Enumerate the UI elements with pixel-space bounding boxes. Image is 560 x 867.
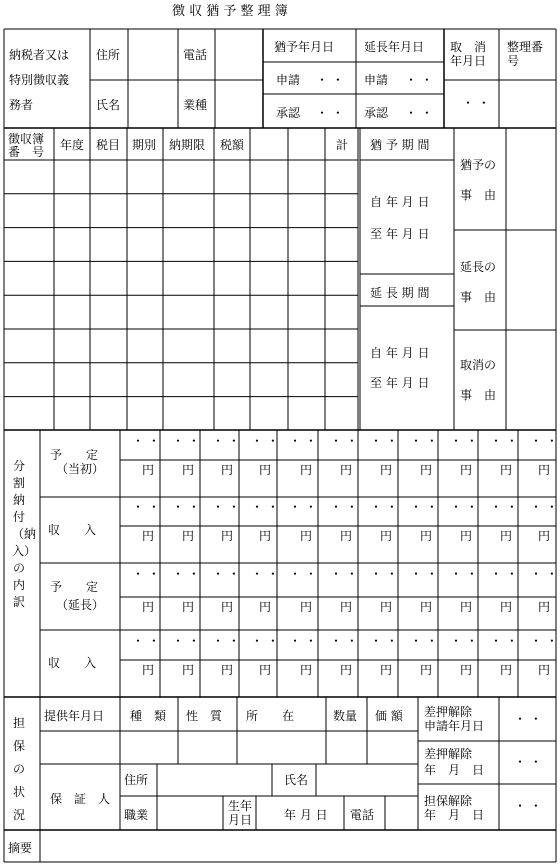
installment-yen-cell: 円 (500, 529, 513, 543)
kind-label: 種 類 (130, 709, 167, 723)
grace-applied-date: ・ ・ (316, 73, 344, 87)
installment-yen-cell: 円 (460, 663, 473, 677)
installment-date-cell: ・ ・ (370, 567, 398, 581)
guarantor-birth-label-2: 月日 (228, 813, 253, 827)
guarantor-label: 保 証 人 (50, 792, 111, 806)
taxpayer-label-1: 納税者又は (9, 48, 70, 62)
installment-date-cell: ・ ・ (330, 567, 358, 581)
reason-grace-1: 猶予の (460, 158, 497, 172)
installment-date-cell: ・ ・ (450, 434, 478, 448)
installment-yen-cell: 円 (142, 600, 155, 614)
installment-date-cell: ・ ・ (330, 434, 358, 448)
reason-extension-1: 延長の (460, 260, 497, 274)
reason-extension-2: 事 由 (460, 290, 497, 304)
col-tax-item: 税目 (96, 138, 121, 152)
grace-applied-label: 申請 (276, 73, 301, 87)
reason-cancel-2: 事 由 (460, 388, 497, 402)
installment-yen-cell: 円 (420, 600, 433, 614)
installment-yen-cell: 円 (142, 463, 155, 477)
installment-date-cell: ・ ・ (410, 567, 438, 581)
guarantor-address-label: 住所 (124, 773, 149, 787)
installment-date-cell: ・ ・ (410, 634, 438, 648)
installment-yen-cell: 円 (142, 663, 155, 677)
form-title: 徴 収 猶 予 整 理 簿 (172, 4, 288, 19)
ext-applied-label: 申請 (364, 73, 389, 87)
installment-date-cell: ・ ・ (172, 634, 200, 648)
installment-date-cell: ・ ・ (410, 500, 438, 514)
installment-date-cell: ・ ・ (530, 434, 558, 448)
installment-date-cell: ・ ・ (490, 567, 518, 581)
installment-yen-cell: 円 (259, 600, 272, 614)
planned-initial-label-1: 予 定 (50, 448, 99, 462)
installment-date-cell: ・ ・ (450, 500, 478, 514)
received-label-2: 収 入 (48, 656, 97, 670)
installment-yen-cell: 円 (259, 463, 272, 477)
col-tax-amount: 税額 (220, 138, 245, 152)
installment-yen-cell: 円 (300, 600, 313, 614)
installment-yen-cell: 円 (420, 463, 433, 477)
address-label: 住所 (96, 48, 121, 62)
guarantor-phone-label: 電話 (350, 808, 375, 822)
collateral-release-2: 年 月 日 (424, 808, 485, 822)
guarantor-birth-label-1: 生年 (228, 799, 253, 813)
grace-approved-date: ・ ・ (316, 106, 344, 120)
col-due-date: 納期限 (169, 138, 206, 152)
installment-date-cell: ・ ・ (450, 634, 478, 648)
reason-cancel-1: 取消の (460, 358, 497, 372)
installment-yen-cell: 円 (538, 529, 551, 543)
ref-no-label-1: 整理番 (507, 40, 544, 54)
installment-yen-cell: 円 (221, 663, 234, 677)
collateral-release-1: 担保解除 (424, 794, 473, 808)
value-label: 価 額 (375, 709, 403, 723)
ext-applied-date: ・ ・ (405, 73, 433, 87)
location-label: 所 在 (246, 709, 295, 723)
cancel-date-value: ・ ・ (462, 96, 490, 110)
installment-yen-cell: 円 (182, 663, 195, 677)
installment-yen-cell: 円 (460, 600, 473, 614)
installment-date-cell: ・ ・ (212, 500, 240, 514)
cancel-date-label-2: 年月日 (450, 54, 487, 68)
name-label: 氏名 (96, 98, 121, 112)
col-total: 計 (336, 138, 349, 152)
grace-period-label: 猶 予 期 間 (370, 138, 430, 152)
seizure-release-applied-date: ・ ・ (514, 712, 542, 726)
seizure-release-date: ・ ・ (514, 755, 542, 769)
installment-date-cell: ・ ・ (251, 634, 279, 648)
installment-date-cell: ・ ・ (530, 500, 558, 514)
installment-date-cell: ・ ・ (212, 567, 240, 581)
installment-date-cell: ・ ・ (530, 634, 558, 648)
installment-yen-cell: 円 (221, 529, 234, 543)
nature-label: 性 質 (186, 709, 223, 723)
installment-yen-cell: 円 (221, 463, 234, 477)
collateral-side-label-text: 担保の状況 (12, 716, 25, 822)
installment-yen-cell: 円 (221, 600, 234, 614)
guarantor-birth-ymd: 年 月 日 (284, 808, 328, 822)
col-ledger-no-2: 番 号 (8, 145, 45, 159)
planned-initial-label-2: （当初） (56, 462, 105, 476)
installment-yen-cell: 円 (340, 663, 353, 677)
installment-yen-cell: 円 (259, 529, 272, 543)
received-label-1: 収 入 (48, 523, 97, 537)
installment-date-cell: ・ ・ (172, 434, 200, 448)
reason-grace-2: 事 由 (460, 188, 497, 202)
installment-date-cell: ・ ・ (410, 434, 438, 448)
provide-date-label: 提供年月日 (44, 709, 105, 723)
installment-date-cell: ・ ・ (172, 500, 200, 514)
remarks-label: 摘要 (8, 841, 33, 855)
taxpayer-label-3: 務者 (9, 98, 34, 112)
installment-date-cell: ・ ・ (530, 567, 558, 581)
collateral-side-label (12, 712, 32, 827)
installment-yen-cell: 円 (300, 663, 313, 677)
seizure-release-applied-2: 申請年月日 (424, 719, 485, 733)
installment-yen-cell: 円 (182, 529, 195, 543)
installment-yen-cell: 円 (300, 529, 313, 543)
installment-yen-cell: 円 (460, 463, 473, 477)
col-ledger-no-1: 徴収簿 (8, 132, 45, 146)
phone-label: 電話 (183, 48, 208, 62)
grace-period-to: 至 年 月 日 (370, 227, 430, 241)
installment-yen-cell: 円 (340, 463, 353, 477)
installment-date-cell: ・ ・ (132, 567, 160, 581)
installment-yen-cell: 円 (380, 529, 393, 543)
installment-yen-cell: 円 (340, 600, 353, 614)
installment-yen-cell: 円 (340, 529, 353, 543)
grace-approved-label: 承認 (276, 106, 301, 120)
installment-yen-cell: 円 (259, 663, 272, 677)
installment-date-cell: ・ ・ (370, 434, 398, 448)
seizure-release-1: 差押解除 (424, 747, 473, 761)
grace-period-from: 自 年 月 日 (370, 195, 430, 209)
extension-period-label: 延 長 期 間 (370, 286, 430, 300)
installment-date-cell: ・ ・ (289, 634, 317, 648)
col-year: 年度 (60, 138, 85, 152)
cancel-date-label-1: 取 消 (450, 40, 487, 54)
installment-yen-cell: 円 (538, 463, 551, 477)
seizure-release-applied-1: 差押解除 (424, 705, 473, 719)
installment-yen-cell: 円 (420, 663, 433, 677)
extension-date-label: 延長年月日 (364, 40, 425, 54)
installment-yen-cell: 円 (500, 600, 513, 614)
installment-yen-cell: 円 (300, 463, 313, 477)
installment-date-cell: ・ ・ (289, 434, 317, 448)
installment-date-cell: ・ ・ (251, 434, 279, 448)
seizure-release-2: 年 月 日 (424, 763, 485, 777)
ext-approved-label: 承認 (364, 106, 389, 120)
extension-period-from: 自 年 月 日 (370, 346, 430, 360)
planned-extended-label-1: 予 定 (50, 580, 99, 594)
installment-date-cell: ・ ・ (251, 500, 279, 514)
installment-date-cell: ・ ・ (490, 434, 518, 448)
installment-yen-cell: 円 (380, 663, 393, 677)
planned-extended-label-2: （延長） (56, 598, 105, 612)
installment-date-cell: ・ ・ (289, 567, 317, 581)
installment-yen-cell: 円 (182, 463, 195, 477)
installment-yen-cell: 円 (460, 529, 473, 543)
extension-period-to: 至 年 月 日 (370, 376, 430, 390)
installment-yen-cell: 円 (538, 663, 551, 677)
installment-yen-cell: 円 (420, 529, 433, 543)
guarantor-occupation-label: 職業 (124, 808, 149, 822)
installment-side-label (12, 458, 37, 611)
installment-yen-cell: 円 (142, 529, 155, 543)
collateral-release-date: ・ ・ (514, 799, 542, 813)
installment-date-cell: ・ ・ (172, 567, 200, 581)
col-period: 期別 (132, 138, 157, 152)
installment-date-cell: ・ ・ (490, 634, 518, 648)
installment-yen-cell: 円 (380, 600, 393, 614)
installment-date-cell: ・ ・ (370, 500, 398, 514)
installment-date-cell: ・ ・ (330, 634, 358, 648)
ext-approved-date: ・ ・ (405, 106, 433, 120)
ref-no-label-2: 号 (507, 54, 520, 68)
installment-date-cell: ・ ・ (251, 567, 279, 581)
installment-yen-cell: 円 (380, 463, 393, 477)
installment-date-cell: ・ ・ (132, 434, 160, 448)
guarantor-name-label: 氏名 (284, 773, 309, 787)
grace-date-label: 猶予年月日 (274, 40, 335, 54)
installment-yen-cell: 円 (500, 663, 513, 677)
installment-yen-cell: 円 (500, 463, 513, 477)
installment-date-cell: ・ ・ (132, 500, 160, 514)
installment-date-cell: ・ ・ (370, 634, 398, 648)
installment-date-cell: ・ ・ (212, 634, 240, 648)
installment-yen-cell: 円 (538, 600, 551, 614)
taxpayer-label-2: 特別徴収義 (9, 73, 70, 87)
installment-date-cell: ・ ・ (289, 500, 317, 514)
business-label: 業種 (183, 98, 208, 112)
installment-date-cell: ・ ・ (490, 500, 518, 514)
installment-date-cell: ・ ・ (450, 567, 478, 581)
quantity-label: 数量 (333, 709, 358, 723)
installment-yen-cell: 円 (182, 600, 195, 614)
installment-date-cell: ・ ・ (212, 434, 240, 448)
installment-side-label-text: 分割納付（納入）の内訳 (12, 459, 37, 609)
installment-date-cell: ・ ・ (132, 634, 160, 648)
installment-date-cell: ・ ・ (330, 500, 358, 514)
